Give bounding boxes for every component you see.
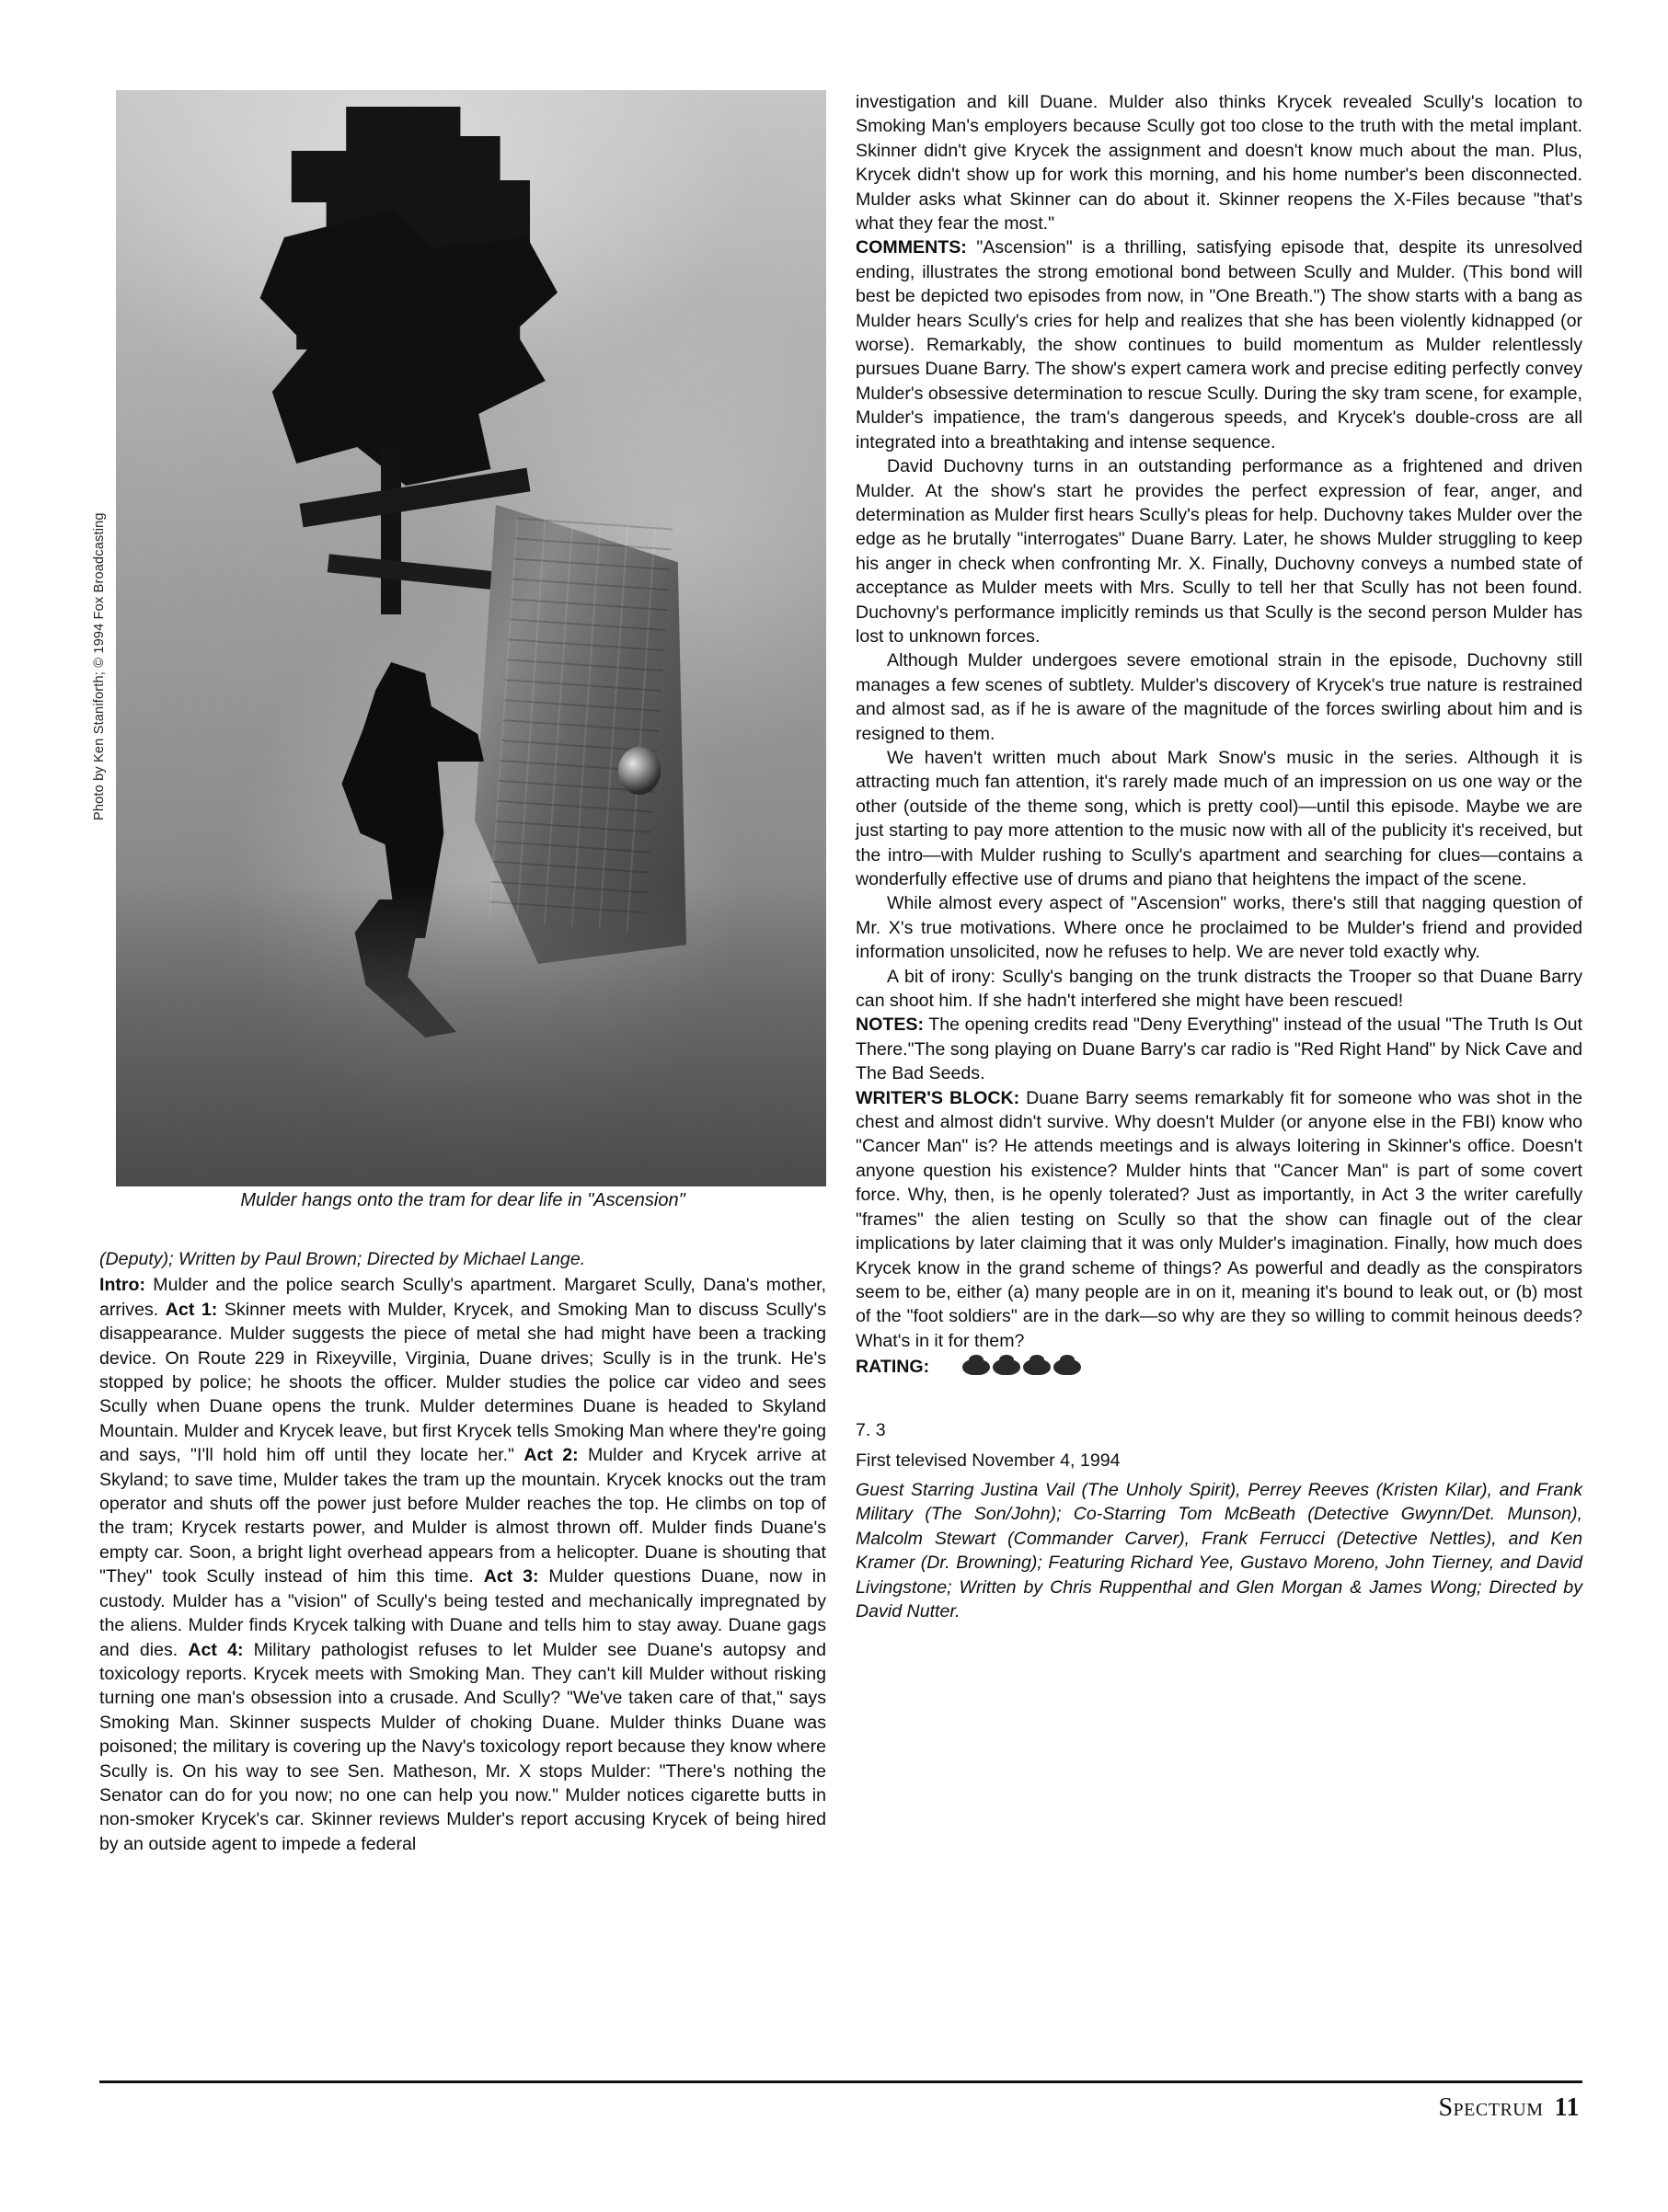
episode-synopsis: Intro: Mulder and the police search Scully's apartment. Margaret Scully, Dana's mother, arrives. Act 1: Skinner meets with Mulder, Krycek, and Smoking Man to discuss Scully's disappearance. Mulder suggests the piece of metal she had might have been a tracking device. On Route 229 in Rixeyville, Virginia, Duane drives; Scully is in the trunk. He's stopped by police; he shoots the officer. Mulder studies the police car video and sees Scully when Duane opens the trunk. Mulder determines Duane is headed to Skyland Mountain. Mulder and Krycek leave, but first Krycek tells Smoking Man where they're going and says, "I'll hold him off until they locate her." Act 2: Mulder and Krycek arrive at Skyland; to save time, Mulder takes the tram up the mountain. Krycek knocks out the tram operator and shuts off the power just before Mulder reaches the top. He climbs on top of the tram; Krycek restarts power, and Mulder is almost thrown off. Mulder finds Duane's empty car. Soon, a bright light overhead appears from a helicopter. Duane is shouting that "They" took Scully instead of him this time. Act 3: Mulder questions Duane, now in custody. Mulder has a "vision" of Scully's being tested and mechanically impregnated by the aliens. Mulder finds Krycek talking with Duane and tells him to stay away. Duane gags and dies. Act 4: Military pathologist refuses to let Mulder see Duane's autopsy and toxicology reports. Krycek meets with Smoking Man. They can't kill Mulder without risking turning one man's obsession into a crusade. And Scully? "We've taken care of that," says Smoking Man. Skinner suspects Mulder of choking Duane. Mulder thinks Duane was poisoned; the military is covering up the Navy's toxicology report because they know where Scully is. On his way to see Sen. Matheson, Mr. X stops Mulder: "There's nothing the Senator can do for you now; no one can help you now." Mulder notices cigarette butts in non-smoker Krycek's car. Skinner reviews Mulder's report accusing Krycek of being hired by an outside agent to impede a federal — [99, 1275, 827, 1854]
ufo-icon — [1023, 1359, 1051, 1375]
rating-label: RATING: — [856, 1357, 930, 1378]
rating-row — [856, 1357, 1582, 1378]
writers-block-text: Duane Barry seems remarkably fit for someone who was shot in the chest and almost didn't survive. Why doesn't Mulder (or anyone else in the FBI) know who "Cancer Man" is? He attends meetings and is always loitering in Skinner's office. Doesn't anyone question his existence? Mulder hints that "Cancer Man" is part of some covert force. Why, then, is he openly tolerated? Just as importantly, in Act 3 the writer carefully "frames" the alien testing on Scully so that the show can finagle out of the clear implications by later claiming that it was only Mulder's imagination. Finally, how much does Krycek know in the grand scheme of things? As powerful and deadly as the conspirators seem to be, either (a) many people are in on it, meaning it's bound to leak out, or (b) most of the "foot soldiers" are in the dark—so why are they so willing to commit heinous deeds? What's in it for them? — [856, 1087, 1583, 1351]
ufo-icon — [962, 1359, 990, 1375]
mulder-on-tram-photo — [116, 90, 826, 1186]
next-episode-block — [856, 1418, 1582, 1623]
writers-block-paragraph — [856, 1086, 1582, 1353]
photo-block — [92, 90, 826, 1212]
comments-paragraph-5: While almost every aspect of "Ascension" works, there's still that nagging question of Mr. X's true motivations. Where once he proclaimed to be Mulder's friend and provided information unsolicited, now he refuses to help. We are never told exactly why. — [856, 893, 1582, 963]
left-column-text — [99, 1247, 826, 1856]
photo-credit-text: Photo by Ken Staniforth; © 1994 Fox Broadcasting — [92, 512, 107, 820]
comments-paragraph-3: Although Mulder undergoes severe emotional strain in the episode, Duchovny still manages a few scenes of subtlety. Mulder's discovery of Krycek's true nature is restrained and almost sad, as if he is aware of the magnitude of the forces swirling about him and is resigned to them. — [856, 650, 1582, 744]
magazine-name: Spectrum — [1438, 2093, 1544, 2122]
notes-label: NOTES: — [856, 1014, 925, 1036]
ufo-icon — [1053, 1359, 1081, 1375]
right-column — [856, 90, 1582, 1623]
left-column — [92, 90, 827, 1854]
comments-paragraph-2: David Duchovny turns in an outstanding performance as a frightened and driven Mulder. At the show's start he provides the perfect expression of fear, anger, and determination as Mulder first hears Scully's pleas for help. Duchovny takes Mulder over the edge as he brutally "interrogates" Duane Barry. Later, he shows Mulder struggling to keep his anger in check when confronting Mr. X. Finally, Duchovny conveys a numbed state of acceptance as Mulder meets with Mrs. Scully to tell her that Scully has not been found. Duchovny's performance implicitly reminds us that Scully is the second person Mulder has lost to unknown forces. — [856, 456, 1582, 647]
photo-grain-overlay — [116, 90, 826, 1186]
comments-paragraph-6: A bit of irony: Scully's banging on the trunk distracts the Trooper so that Duane Barry can shoot him. If she hadn't interfered she might have been rescued! — [856, 966, 1582, 1012]
episode-cast-credits: Guest Starring Justina Vail (The Unholy Spirit), Perrey Reeves (Kristen Kilar), and Frank Military (The Son/John); Co-Starring Tom McBeath (Detective Gwynn/Det. Munson), Malcolm Stewart (Commander Carver), Frank Ferrucci (Detective Nettles), and Ken Kramer (Dr. Browning); Featuring Richard Yee, Gustavo Moreno, John Tierney, and David Livingstone; Written by Chris Ruppenthal and Glen Morgan & James Wong; Directed by David Nutter. — [856, 1479, 1582, 1622]
photo-caption: Mulder hangs onto the tram for dear life in "Ascension" — [240, 1190, 685, 1210]
ufo-icon — [993, 1359, 1020, 1375]
rating-icons — [962, 1359, 1081, 1375]
comments-label: COMMENTS: — [856, 237, 967, 258]
comments-text-1: "Ascension" is a thrilling, satisfying episode that, despite its unresolved ending, illustrates the strong emotional bond between Scully and Mulder. (This bond will best be depicted two episodes from now, in "One Breath.") The show starts with a bang as Mulder hears Scully's cries for help and realizes that she has been violently kidnapped (or worse). Remarkably, the show continues to build momentum as Mulder relentlessly pursues Duane Barry. The show's expert camera work and precise editing perfectly convey Mulder's obsessive determination to rescue Scully. During the sky tram scene, for example, Mulder's impatience, the tram's dangerous speeds, and Krycek's double-cross are all integrated into a breathtaking and intense sequence. — [856, 237, 1582, 453]
writers-block-label: WRITER'S BLOCK: — [856, 1087, 1020, 1108]
page-number: 11 — [1554, 2093, 1580, 2122]
footer-divider — [99, 2080, 1582, 2083]
episode-number: 7. 3 — [856, 1420, 886, 1441]
comments-paragraph-1 — [856, 235, 1582, 454]
episode-credits-line: (Deputy); Written by Paul Brown; Directed by Michael Lange. — [99, 1249, 586, 1269]
notes-text: The opening credits read "Deny Everything" instead of the usual "The Truth Is Out There."The song playing on Duane Barry's car radio is "Red Right Hand" by Nick Cave and The Bad Seeds. — [856, 1014, 1582, 1084]
synopsis-continuation: investigation and kill Duane. Mulder also thinks Krycek revealed Scully's location to Smoking Man's employers because Scully got too close to the truth with the metal implant. Skinner didn't give Krycek the assignment and doesn't know much about the man. Plus, Krycek didn't show up for work this morning, and his home number's been disconnected. Mulder asks what Skinner can do about it. Skinner reopens the X-Files because "that's what they fear the most." — [856, 92, 1582, 235]
footer — [1438, 2093, 1580, 2123]
notes-paragraph — [856, 1013, 1582, 1085]
episode-air-date: First televised November 4, 1994 — [856, 1450, 1121, 1471]
comments-paragraph-4: We haven't written much about Mark Snow's music in the series. Although it is attracting much fan attention, it's rarely made much of an impression on us one way or the other (outside of the theme song, which is pretty cool)—until this episode. Maybe we are just starting to pay more attention to the music now with all of the publicity it's received, but the intro—with Mulder rushing to Scully's apartment and searching for clues—contains a wonderfully effective use of drums and piano that heightens the impact of the scene. — [856, 747, 1582, 889]
